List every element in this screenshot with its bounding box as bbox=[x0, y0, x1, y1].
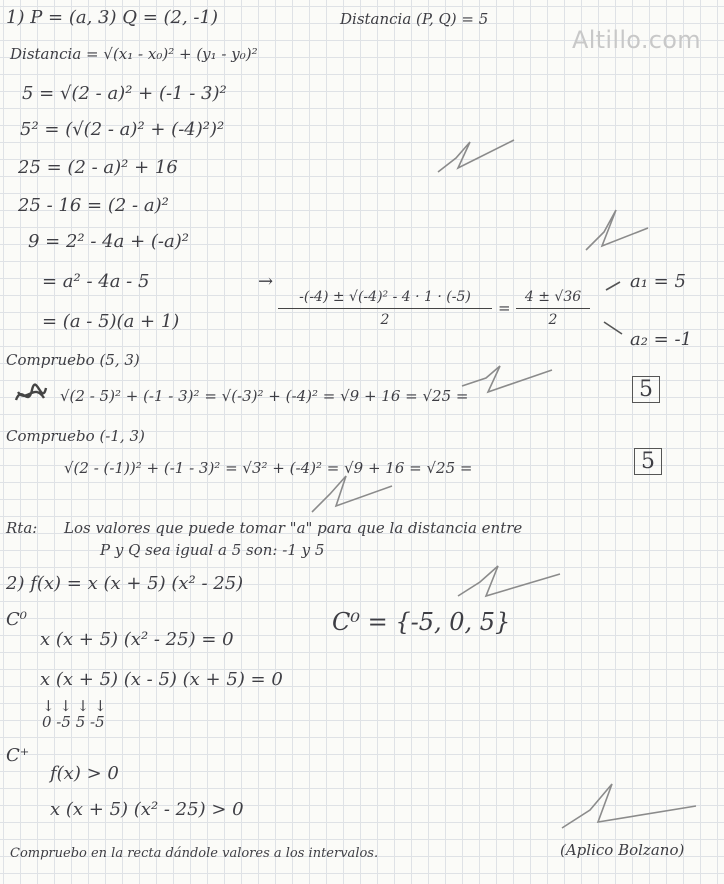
check-mark-3 bbox=[462, 366, 552, 392]
problem2-function: 2) f(x) = x (x + 5) (x² - 25) bbox=[6, 573, 244, 594]
root-a2: a₂ = -1 bbox=[630, 329, 693, 350]
check-mark-1 bbox=[438, 140, 514, 172]
closing-note: Compruebo en la recta dándole valores a los intervalos. bbox=[10, 846, 379, 861]
check2-result: 5 bbox=[634, 448, 662, 475]
c0-label: C⁰ bbox=[6, 609, 27, 630]
step-5: 9 = 2² - 4a + (-a)² bbox=[28, 231, 189, 252]
step-1: 5 = √(2 - a)² + (-1 - 3)² bbox=[22, 83, 227, 104]
answer-label: Rta: bbox=[6, 519, 38, 537]
root-a1: a₁ = 5 bbox=[630, 271, 686, 292]
step-7: = (a - 5)(a + 1) bbox=[42, 311, 180, 332]
problem1-distance-given: Distancia (P, Q) = 5 bbox=[340, 10, 489, 28]
cplus-inequality-1: f(x) > 0 bbox=[50, 763, 119, 784]
root-arrows: ↓ ↓ ↓ ↓ bbox=[42, 697, 107, 715]
simplified-numerator: 4 ± √36 bbox=[524, 289, 582, 305]
c0-equation-2: x (x + 5) (x - 5) (x + 5) = 0 bbox=[40, 669, 283, 690]
arrow-to-a1 bbox=[606, 282, 620, 290]
step-2: 5² = (√(2 - a)² + (-4)²)² bbox=[20, 119, 225, 140]
answer-line-2: P y Q sea igual a 5 son: -1 y 5 bbox=[100, 541, 325, 559]
simplified-denominator: 2 bbox=[548, 312, 558, 328]
step-3: 25 = (2 - a)² + 16 bbox=[18, 157, 178, 178]
check2-expression: √(2 - (-1))² + (-1 - 3)² = √3² + (-4)² = √9 + 16 = √25 = bbox=[64, 459, 473, 477]
arrow-to-a2 bbox=[604, 322, 622, 334]
c0-set: C⁰ = {-5, 0, 5} bbox=[332, 608, 511, 636]
quadratic-numerator: -(-4) ± √(-4)² - 4 · 1 · (-5) bbox=[299, 289, 471, 305]
check2-label: Compruebo (-1, 3) bbox=[6, 427, 145, 445]
cplus-inequality-2: x (x + 5) (x² - 25) > 0 bbox=[50, 799, 244, 820]
c0-equation-1: x (x + 5) (x² - 25) = 0 bbox=[40, 629, 234, 650]
cplus-label: C⁺ bbox=[6, 745, 30, 766]
watermark: Altillo.com bbox=[572, 26, 701, 54]
quadratic-equals: = bbox=[498, 299, 511, 317]
quadratic-denominator: 2 bbox=[380, 312, 390, 328]
arrow-to-quadratic: → bbox=[258, 271, 274, 292]
check1-result: 5 bbox=[632, 376, 660, 403]
check-mark-5 bbox=[458, 566, 560, 596]
distance-formula: Distancia = √(x₁ - x₀)² + (y₁ - y₀)² bbox=[10, 45, 258, 63]
step-6: = a² - 4a - 5 bbox=[42, 271, 150, 292]
check-mark-2 bbox=[586, 210, 648, 250]
check1-label: Compruebo (5, 3) bbox=[6, 351, 140, 369]
check-mark-4 bbox=[312, 476, 392, 512]
answer-line-1: Los valores que puede tomar "a" para que la distancia entre bbox=[64, 519, 523, 537]
step-4: 25 - 16 = (2 - a)² bbox=[18, 195, 169, 216]
closing-note-paren: (Aplico Bolzano) bbox=[560, 841, 685, 859]
check1-expression: √(2 - 5)² + (-1 - 3)² = √(-3)² + (-4)² = √9 + 16 = √25 = bbox=[60, 387, 469, 405]
problem1-points: 1) P = (a, 3) Q = (2, -1) bbox=[6, 7, 218, 28]
roots-row: 0 -5 5 -5 bbox=[42, 713, 105, 731]
check-mark-6 bbox=[562, 784, 696, 828]
